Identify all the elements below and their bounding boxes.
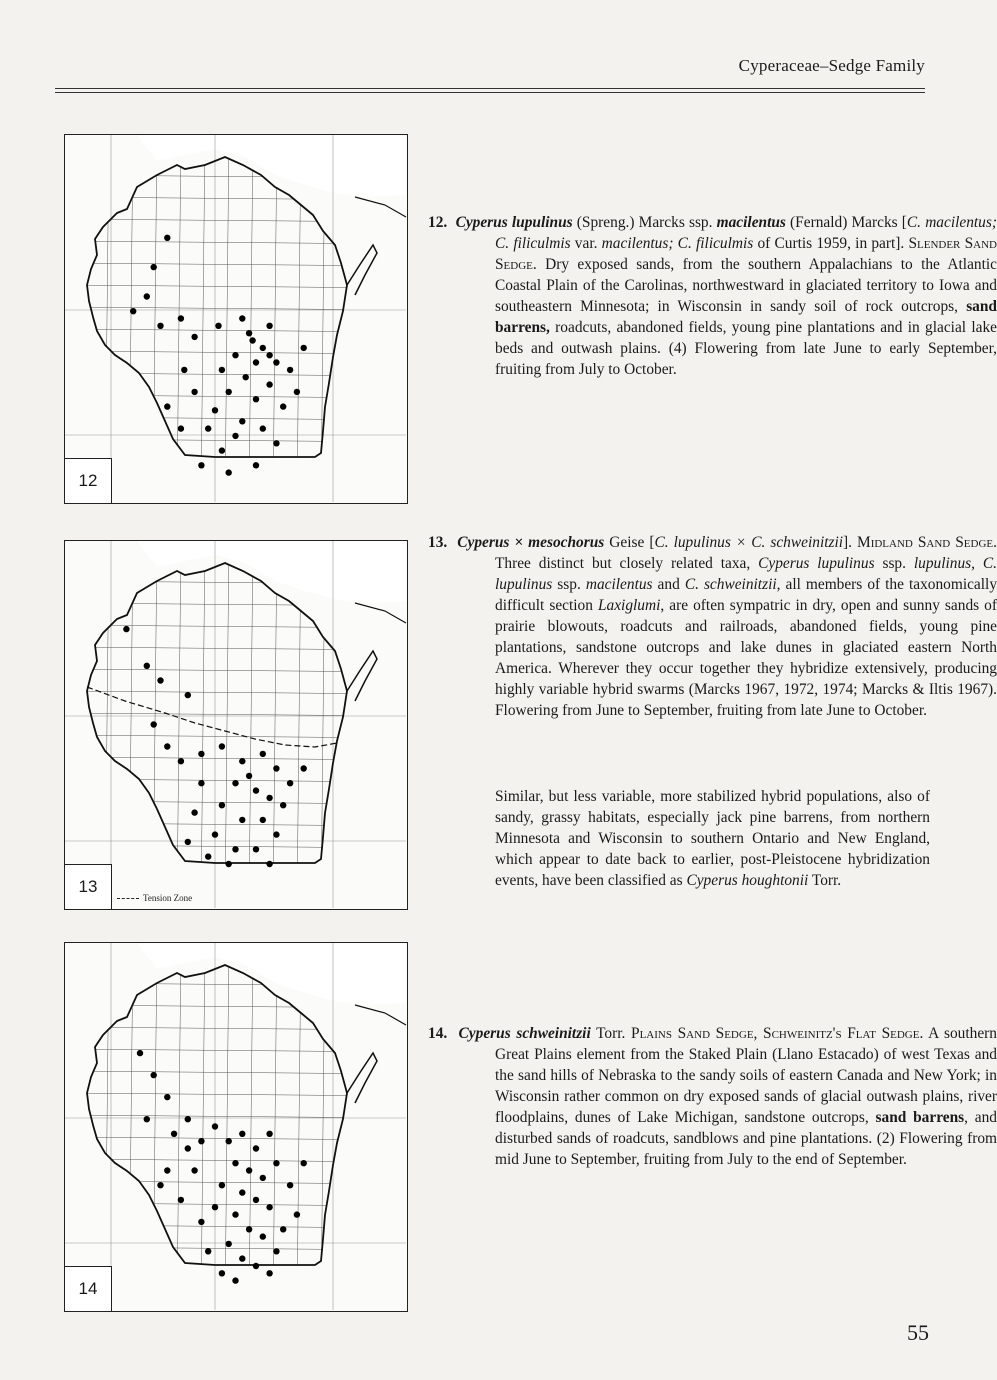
- specimen-dot: [144, 1116, 150, 1122]
- county-line: [65, 1203, 406, 1206]
- county-line: [201, 135, 205, 502]
- specimen-dot: [144, 293, 150, 299]
- county-line: [65, 647, 406, 650]
- upper-peninsula-shore: [355, 603, 406, 623]
- county-line: [65, 1181, 406, 1184]
- common-name: Plains Sand Sedge, Schweinitz's Flat Sedge: [631, 1025, 920, 1042]
- county-line: [65, 713, 406, 716]
- specimen-dot: [253, 1145, 259, 1151]
- map-drawing: [65, 135, 406, 502]
- specimen-dot: [232, 352, 238, 358]
- synonym: macilentus; C. filiculmis: [601, 235, 754, 252]
- specimen-dot: [185, 1145, 191, 1151]
- county-line: [65, 1137, 406, 1140]
- specimen-dot: [280, 1226, 286, 1232]
- state-outline: [87, 563, 347, 863]
- map-drawing: [65, 943, 406, 1310]
- taxon-name: Cyperus houghtonii: [686, 872, 809, 889]
- specimen-dot: [260, 751, 266, 757]
- specimen-dot: [273, 1248, 279, 1254]
- specimen-dot: [185, 1116, 191, 1122]
- specimen-dot: [260, 345, 266, 351]
- specimen-dot: [266, 323, 272, 329]
- specimen-dot: [301, 1160, 307, 1166]
- county-line: [65, 603, 406, 606]
- county-line: [65, 373, 406, 376]
- taxon-name: lupulinus, C. lupulinus: [495, 555, 997, 593]
- specimen-dot: [157, 323, 163, 329]
- entry-text: (Spreng.) Marcks ssp.: [572, 214, 717, 231]
- specimen-dot: [294, 1211, 300, 1217]
- specimen-dot: [198, 780, 204, 786]
- county-line: [65, 691, 406, 694]
- specimen-dot: [280, 802, 286, 808]
- specimen-dot: [273, 831, 279, 837]
- county-line: [249, 135, 253, 502]
- specimen-dot: [253, 1263, 259, 1269]
- county-line: [297, 541, 301, 908]
- county-line: [65, 1071, 406, 1074]
- specimen-dot: [205, 1248, 211, 1254]
- specimen-dot: [144, 663, 150, 669]
- species-entry-14: [428, 1023, 997, 1170]
- specimen-dot: [273, 440, 279, 446]
- county-line: [105, 541, 109, 908]
- entry-text: , are often sympatric in dry, open and sunny sands of prairie blowouts, roadcuts and railroads, abandoned fields, young pine plantations, sandstone outcrops and lake dunes in glaciated eastern North America. Wherever they occur together they hybridize extensively, producing highly variable hybrid swarms (Marcks 1967, 1972, 1974; Marcks & Iltis 1967). Flowering from June to September, fruiting from late June to October.: [495, 597, 997, 719]
- entry-text: Similar, but less variable, more stabilized hybrid populations, also of sandy, grassy habitats, especially jack pine barrens, from northern Minnesota and Wisconsin to southern Ontario and New England, which appear to date back to earlier, post-Pleistocene hybridization events, have been classified as: [495, 788, 930, 889]
- specimen-dot: [239, 1255, 245, 1261]
- upper-peninsula-shore: [355, 197, 406, 217]
- specimen-dot: [266, 352, 272, 358]
- county-line: [225, 943, 229, 1310]
- specimen-dot: [181, 367, 187, 373]
- county-line: [65, 1247, 406, 1250]
- legend-label: Tension Zone: [143, 893, 193, 903]
- specimen-dot: [219, 367, 225, 373]
- distribution-map-13: [64, 540, 408, 910]
- specimen-dot: [215, 323, 221, 329]
- specimen-dot: [260, 1175, 266, 1181]
- entry-number: 14.: [428, 1025, 448, 1042]
- header-rule: [55, 92, 925, 93]
- entry-text: var.: [570, 235, 602, 252]
- county-line: [105, 135, 109, 502]
- county-line: [65, 1115, 406, 1118]
- specimen-dot: [191, 334, 197, 340]
- specimen-dot: [239, 418, 245, 424]
- county-line: [65, 625, 406, 628]
- county-line: [65, 1225, 406, 1228]
- distribution-map-14: [64, 942, 408, 1312]
- species-name: Cyperus × mesochorus: [457, 534, 605, 551]
- specimen-dot: [164, 1094, 170, 1100]
- specimen-dot: [266, 381, 272, 387]
- county-line: [65, 263, 406, 266]
- specimen-dot: [164, 1167, 170, 1173]
- specimen-dot: [232, 780, 238, 786]
- specimen-dot: [266, 1270, 272, 1276]
- county-line: [65, 461, 406, 464]
- entry-text: ssp.: [874, 555, 914, 572]
- species-entry-13: [428, 532, 997, 721]
- specimen-dot: [246, 1226, 252, 1232]
- specimen-dot: [243, 374, 249, 380]
- county-line: [65, 735, 406, 738]
- specimen-dot: [191, 389, 197, 395]
- county-line: [201, 943, 205, 1310]
- county-line: [65, 1093, 406, 1096]
- specimen-dot: [287, 367, 293, 373]
- specimen-dot: [232, 1211, 238, 1217]
- specimen-dot: [239, 817, 245, 823]
- specimen-dot: [253, 846, 259, 852]
- specimen-dot: [219, 1270, 225, 1276]
- specimen-dot: [226, 389, 232, 395]
- specimen-dot: [301, 765, 307, 771]
- specimen-dot: [226, 469, 232, 475]
- entry-text: ssp.: [552, 576, 586, 593]
- taxon-name: C. schweinitzii: [684, 576, 777, 593]
- running-title: Cyperaceae–Sedge Family: [738, 56, 925, 75]
- specimen-dot: [151, 1072, 157, 1078]
- page-header: [55, 56, 925, 96]
- specimen-dot: [266, 1131, 272, 1137]
- county-line: [153, 135, 157, 502]
- specimen-dot: [205, 425, 211, 431]
- county-line: [129, 541, 133, 908]
- entry-text: , all members of the taxonomically difficult section: [495, 576, 997, 614]
- specimen-dot: [260, 425, 266, 431]
- county-line: [65, 285, 406, 288]
- specimen-dot: [151, 264, 157, 270]
- specimen-dot: [212, 1204, 218, 1210]
- entry-text: roadcuts, abandoned fields, young pine plantations and in glacial lake beds and outwash plains. (4) Flowering from late June to early September, fruiting from July to October.: [495, 319, 997, 378]
- specimen-dot: [253, 359, 259, 365]
- specimen-dot: [157, 677, 163, 683]
- specimen-dot: [164, 743, 170, 749]
- specimen-dot: [266, 1204, 272, 1210]
- state-outline: [87, 965, 347, 1265]
- common-name: Slender Sand Sedge: [495, 235, 997, 273]
- map-number: 13: [65, 864, 112, 909]
- page-number: 55: [907, 1320, 929, 1345]
- county-line: [225, 541, 229, 908]
- dashed-line-icon: [117, 898, 139, 899]
- species-name: Cyperus schweinitzii: [458, 1025, 591, 1042]
- county-line: [273, 943, 277, 1310]
- entry-text: . Dry exposed sands, from the southern Appalachians to the Atlantic Coastal Plain of the Carolinas, northwestward in glaciated territory to Iowa and southeastern Minnesota; in Wisconsin in sandy soil of rock outcrops,: [495, 256, 997, 315]
- specimen-dot: [191, 1167, 197, 1173]
- map-number: 12: [65, 458, 112, 503]
- entry-text: and: [652, 576, 685, 593]
- specimen-dot: [178, 425, 184, 431]
- county-line: [65, 197, 406, 200]
- habitat-emphasis: sand barrens,: [495, 298, 997, 336]
- county-line: [65, 241, 406, 244]
- specimen-dot: [232, 846, 238, 852]
- county-line: [249, 943, 253, 1310]
- county-line: [225, 135, 229, 502]
- specimen-dot: [294, 389, 300, 395]
- species-entry-13-continued: [495, 786, 930, 891]
- specimen-dot: [266, 795, 272, 801]
- specimen-dot: [273, 1160, 279, 1166]
- county-line: [297, 943, 301, 1310]
- county-line: [65, 801, 406, 804]
- entry-text: Geise [: [604, 534, 655, 551]
- specimen-dot: [239, 1189, 245, 1195]
- county-line: [65, 823, 406, 826]
- specimen-dot: [232, 1160, 238, 1166]
- county-line: [65, 1027, 406, 1030]
- specimen-dot: [219, 743, 225, 749]
- county-line: [105, 943, 109, 1310]
- map-drawing: [65, 541, 406, 908]
- county-line: [65, 1269, 406, 1272]
- county-line: [65, 757, 406, 760]
- map-number: 14: [65, 1266, 112, 1311]
- specimen-dot: [301, 345, 307, 351]
- specimen-dot: [137, 1050, 143, 1056]
- specimen-dot: [178, 315, 184, 321]
- synonym: C. macilentus; C. filiculmis: [495, 214, 997, 252]
- county-line: [273, 135, 277, 502]
- specimen-dot: [157, 1182, 163, 1188]
- specimen-dot: [198, 462, 204, 468]
- subspecies-name: macilentus: [716, 214, 786, 231]
- specimen-dot: [253, 1197, 259, 1203]
- county-line: [297, 135, 301, 502]
- taxon-name: macilentus: [585, 576, 653, 593]
- specimen-dot: [280, 403, 286, 409]
- specimen-dot: [164, 403, 170, 409]
- entry-number: 12.: [428, 214, 448, 231]
- county-line: [65, 417, 406, 420]
- specimen-dot: [178, 758, 184, 764]
- specimen-dot: [253, 462, 259, 468]
- specimen-dot: [151, 721, 157, 727]
- specimen-dot: [164, 235, 170, 241]
- entry-text: of Curtis 1959, in part].: [753, 235, 909, 252]
- specimen-dot: [253, 787, 259, 793]
- map-legend: [117, 893, 192, 903]
- entry-text: Torr.: [808, 872, 842, 889]
- entry-number: 13.: [428, 534, 448, 551]
- entry-text: , and disturbed sands of roadcuts, sandblows and pine plantations. (2) Flowering from mid June to September, fruiting from July to the end of September.: [495, 1109, 997, 1168]
- parentage: C. lupulinus × C. schweinitzii: [654, 534, 844, 551]
- common-name: Midland Sand Sedge: [857, 534, 994, 551]
- specimen-dot: [232, 433, 238, 439]
- specimen-dot: [232, 1277, 238, 1283]
- county-line: [65, 1049, 406, 1052]
- species-name: Cyperus lupulinus: [455, 214, 573, 231]
- entry-text: ].: [843, 534, 858, 551]
- specimen-dot: [239, 315, 245, 321]
- door-peninsula: [347, 651, 377, 701]
- door-peninsula: [347, 1053, 377, 1103]
- entry-text: . Three distinct but closely related taxa,: [495, 534, 997, 572]
- entry-text: (Fernald) Marcks [: [785, 214, 907, 231]
- county-line: [129, 943, 133, 1310]
- specimen-dot: [130, 308, 136, 314]
- section-name: Laxiglumi: [597, 597, 661, 614]
- distribution-map-12: [64, 134, 408, 504]
- specimen-dot: [260, 817, 266, 823]
- specimen-dot: [287, 1182, 293, 1188]
- entry-text: Torr.: [590, 1025, 632, 1042]
- county-line: [65, 219, 406, 222]
- taxon-name: Cyperus lupulinus: [758, 555, 875, 572]
- specimen-dot: [219, 447, 225, 453]
- specimen-dot: [239, 758, 245, 764]
- specimen-dot: [198, 1219, 204, 1225]
- specimen-dot: [205, 853, 211, 859]
- specimen-dot: [246, 1167, 252, 1173]
- door-peninsula: [347, 245, 377, 295]
- county-line: [65, 867, 406, 870]
- county-line: [249, 541, 253, 908]
- specimen-dot: [226, 1138, 232, 1144]
- species-entry-12: [428, 212, 997, 380]
- specimen-dot: [185, 692, 191, 698]
- specimen-dot: [226, 861, 232, 867]
- specimen-dot: [226, 1241, 232, 1247]
- specimen-dot: [123, 626, 129, 632]
- specimen-dot: [191, 809, 197, 815]
- specimen-dot: [198, 751, 204, 757]
- specimen-dot: [246, 330, 252, 336]
- specimen-dot: [171, 1131, 177, 1137]
- specimen-dot: [249, 337, 255, 343]
- county-line: [65, 329, 406, 332]
- specimen-dot: [239, 1131, 245, 1137]
- specimen-dot: [246, 773, 252, 779]
- specimen-dot: [212, 407, 218, 413]
- specimen-dot: [273, 765, 279, 771]
- specimen-dot: [219, 1182, 225, 1188]
- specimen-dot: [273, 359, 279, 365]
- specimen-dot: [219, 802, 225, 808]
- specimen-dot: [185, 839, 191, 845]
- county-line: [65, 669, 406, 672]
- specimen-dot: [212, 831, 218, 837]
- specimen-dot: [198, 1138, 204, 1144]
- specimen-dot: [266, 861, 272, 867]
- entry-text: . A southern Great Plains element from the Staked Plain (Llano Estacado) of west Texas and the sand hills of Nebraska to the sandy soils of eastern Canada and New York; in Wisconsin rather common on dry exposed sands of glacial outwash plains, river floodplains, dunes of Lake Michigan, sandstone outcrops,: [495, 1025, 997, 1126]
- county-line: [153, 943, 157, 1310]
- county-line: [65, 1005, 406, 1008]
- county-line: [65, 395, 406, 398]
- specimen-dot: [287, 780, 293, 786]
- specimen-dot: [178, 1197, 184, 1203]
- specimen-dot: [253, 396, 259, 402]
- county-line: [65, 439, 406, 442]
- specimen-dot: [212, 1123, 218, 1129]
- county-line: [65, 307, 406, 310]
- upper-peninsula-shore: [355, 1005, 406, 1025]
- header-rule: [55, 88, 925, 89]
- habitat-emphasis: sand barrens: [875, 1109, 965, 1126]
- county-line: [273, 541, 277, 908]
- county-line: [129, 135, 133, 502]
- specimen-dot: [260, 1233, 266, 1239]
